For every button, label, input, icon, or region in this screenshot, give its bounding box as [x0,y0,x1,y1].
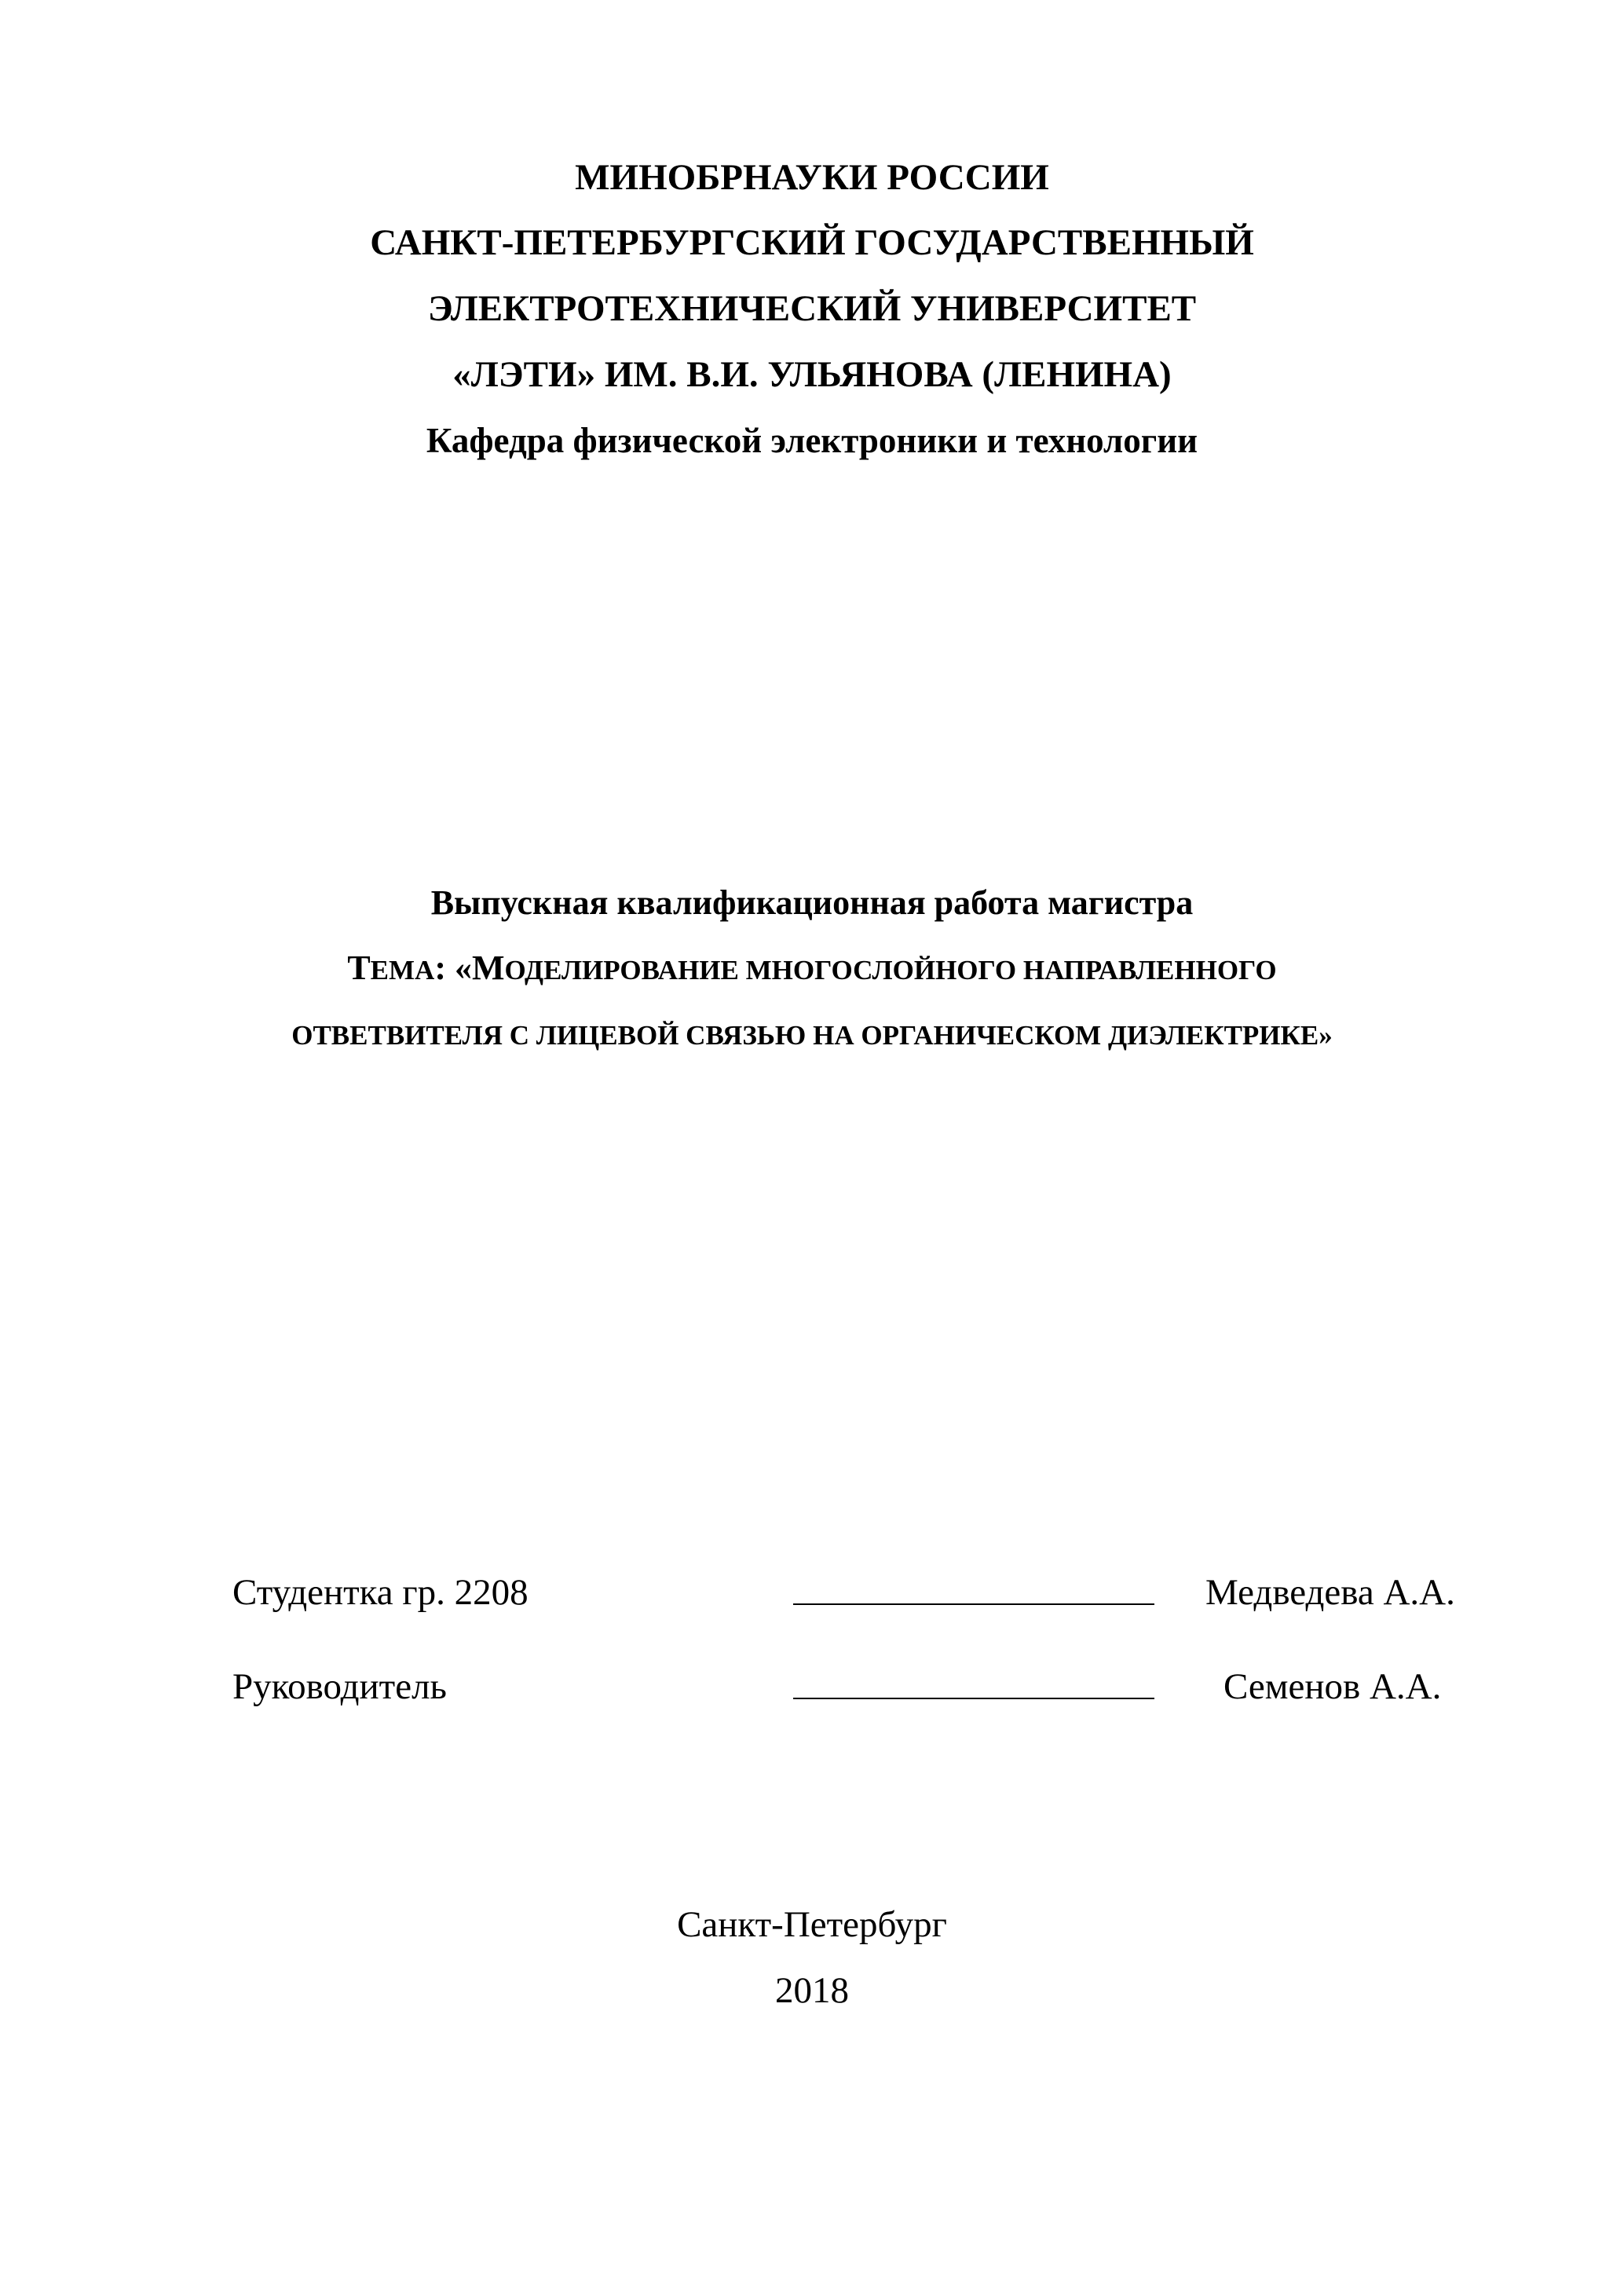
student-name: Медведева А.А. [1205,1572,1455,1613]
university-name-line3: «ЛЭТИ» ИМ. В.И. УЛЬЯНОВА (ЛЕНИНА) [452,354,1172,395]
university-name-line2: ЭЛЕКТРОТЕХНИЧЕСКИЙ УНИВЕРСИТЕТ [427,288,1197,329]
department-name: Кафедра физической электроники и технологии [426,421,1198,460]
university-name-line1: САНКТ-ПЕТЕРБУРГСКИЙ ГОСУДАРСТВЕННЫЙ [370,222,1254,263]
topic-first-cap: М [471,949,505,987]
supervisor-signature-row [0,1663,1624,1710]
ministry-title: МИНОБРНАУКИ РОССИИ [575,157,1049,198]
supervisor-label: Руководитель [232,1666,447,1707]
supervisor-name: Семенов А.А. [1223,1666,1442,1707]
student-signature-line [793,1603,1154,1605]
topic-label-cap: Т [347,949,371,987]
year: 2018 [775,1970,849,2011]
city: Санкт-Петербург [677,1904,947,1945]
supervisor-signature-line [793,1698,1154,1699]
topic-line1-rest: ОДЕЛИРОВАНИЕ МНОГОСЛОЙНОГО НАПРАВЛЕННОГО [504,955,1277,985]
student-label: Студентка гр. 2208 [232,1572,529,1613]
topic-line2 [0,1010,1624,1059]
work-type: Выпускная квалификационная работа магистра [430,883,1194,922]
topic-line1 [0,945,1624,994]
topic-separator: : « [434,949,472,987]
student-signature-row [0,1569,1624,1616]
topic-line2-text: ОТВЕТВИТЕЛЯ С ЛИЦЕВОЙ СВЯЗЬЮ НА ОРГАНИЧЕСКОМ ДИЭЛЕКТРИКЕ» [291,1020,1333,1051]
topic-label-rest: ЕМА [370,955,435,985]
